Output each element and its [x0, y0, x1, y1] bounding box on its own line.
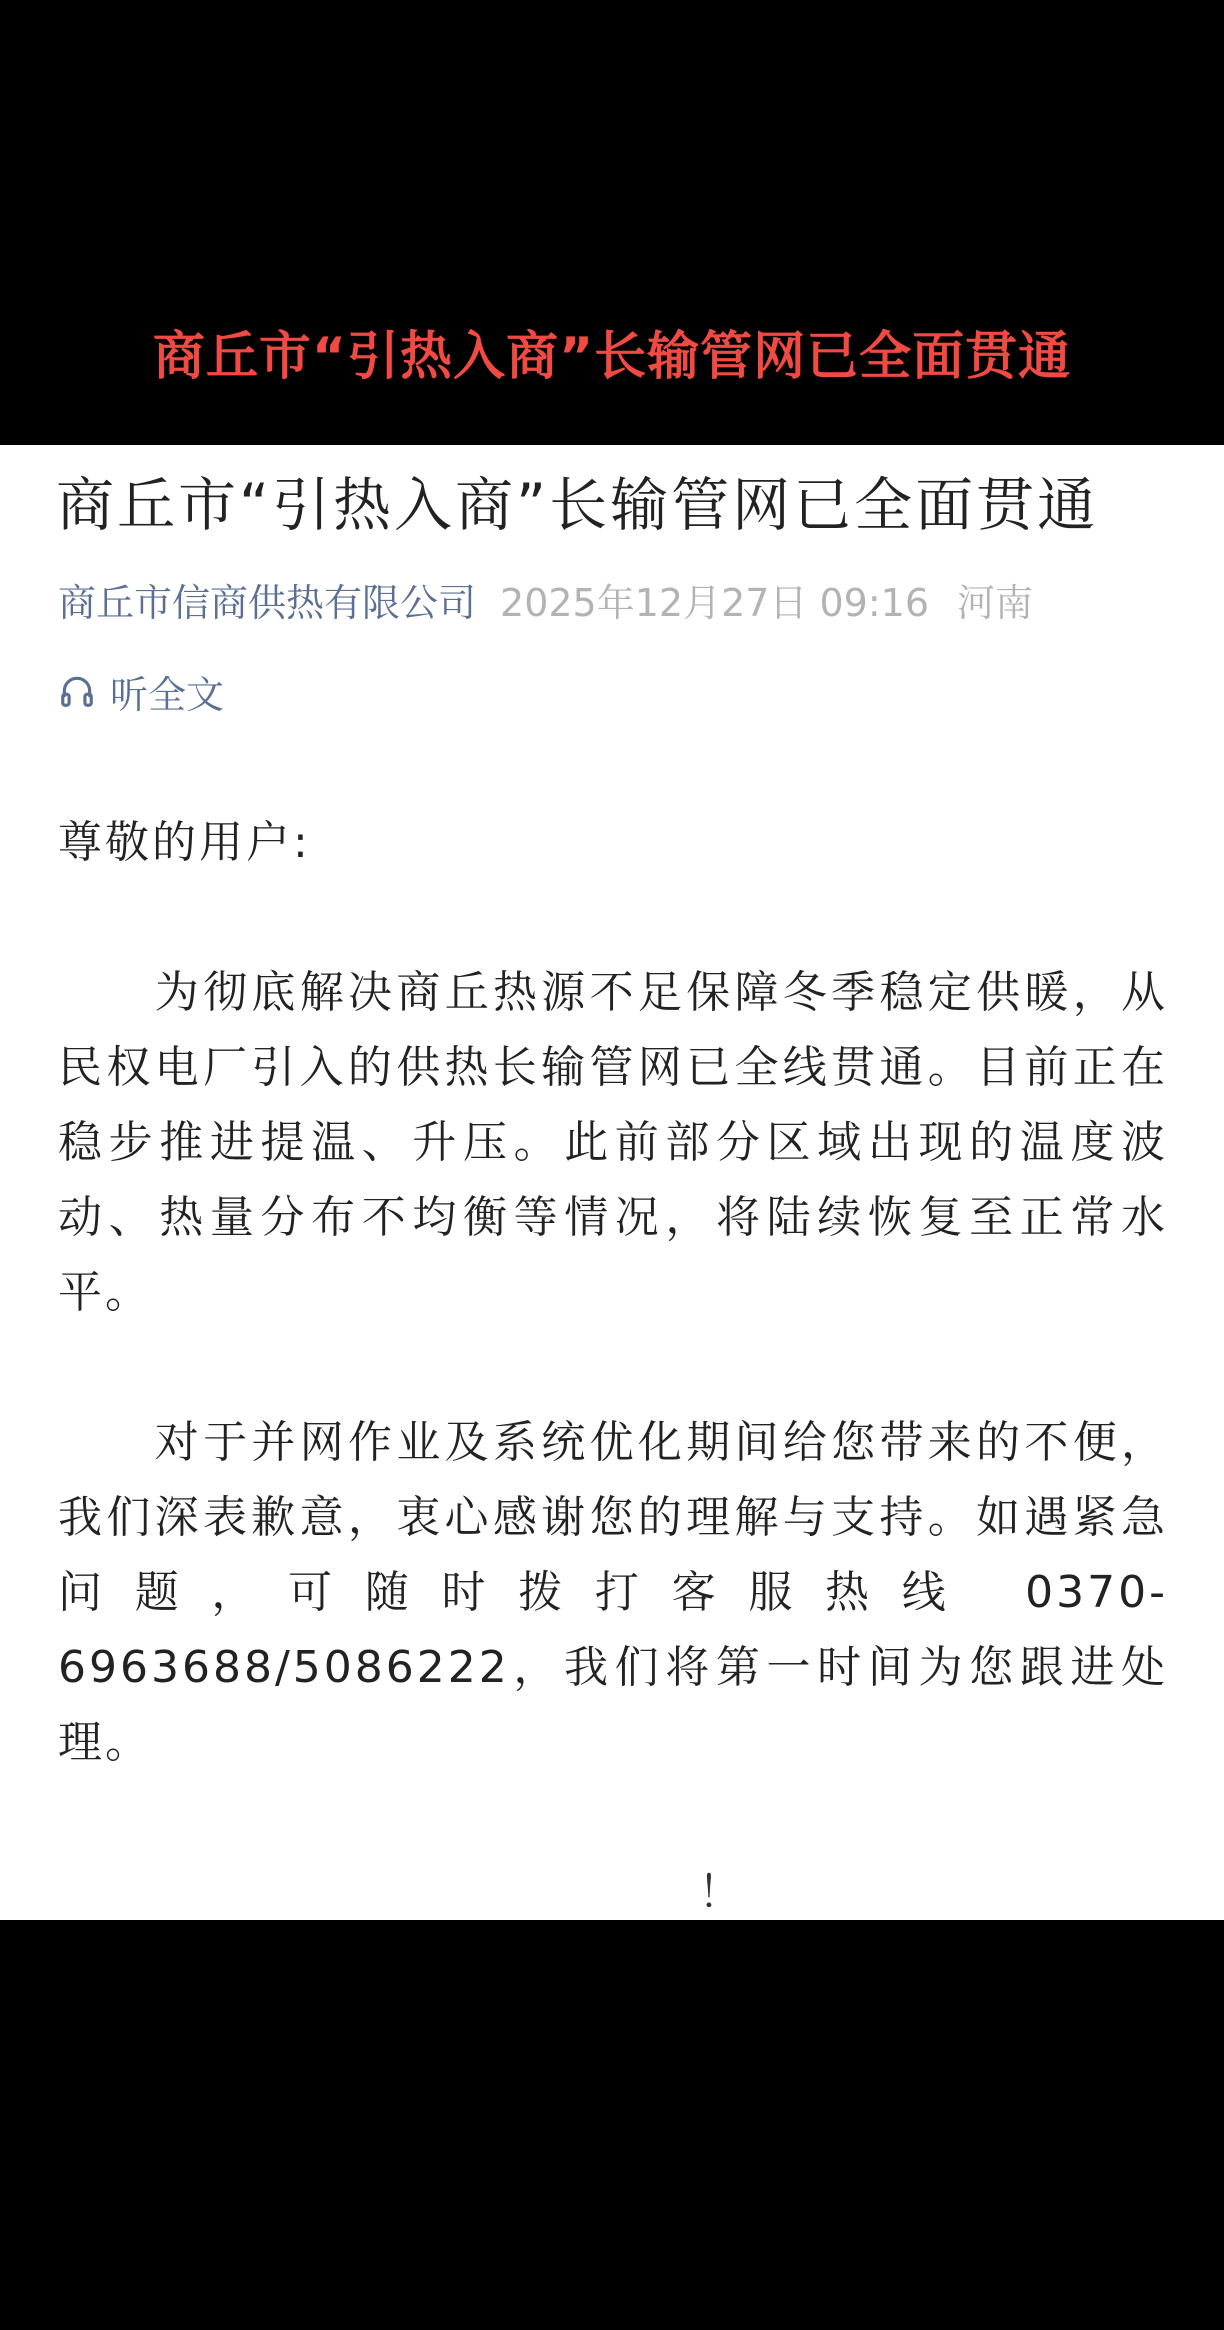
article-title: 商丘市“引热入商”长输管网已全面贯通	[56, 471, 1099, 539]
top-banner	[0, 0, 1224, 445]
article-screenshot	[0, 445, 1224, 1920]
bottom-band	[0, 1920, 1224, 2330]
article-body	[58, 805, 1168, 1920]
listen-label: 听全文	[110, 672, 225, 717]
headphones-icon	[58, 672, 96, 710]
greeting: 尊敬的用户:	[58, 817, 311, 868]
listen-button[interactable]	[58, 663, 224, 719]
article-meta	[58, 575, 1178, 631]
paragraph-1: 为彻底解决商丘热源不足保障冬季稳定供暖，从民权电厂引入的供热长输管网已全线贯通。目前正在稳步推进提温、升压。此前部分区域出现的温度波动、热量分布不均衡等情况，将陆续恢复至正常水平。	[58, 967, 1168, 1318]
closing-line: ！	[698, 1867, 745, 1918]
publish-location: 河南	[957, 581, 1034, 625]
paragraph-2: 对于并网作业及系统优化期间给您带来的不便，我们深表歉意，衷心感谢您的理解与支持。如遇紧急问题，可随时拨打客服热线 0370-6963688/5086222，我们将第一时间为您跟进处理。	[58, 1417, 1168, 1768]
publish-date: 2025年12月27日 09:16	[500, 581, 930, 625]
banner-title: 商丘市“引热入商”长输管网已全面贯通	[152, 327, 1072, 387]
source-link[interactable]: 商丘市信商供热有限公司	[58, 581, 477, 625]
